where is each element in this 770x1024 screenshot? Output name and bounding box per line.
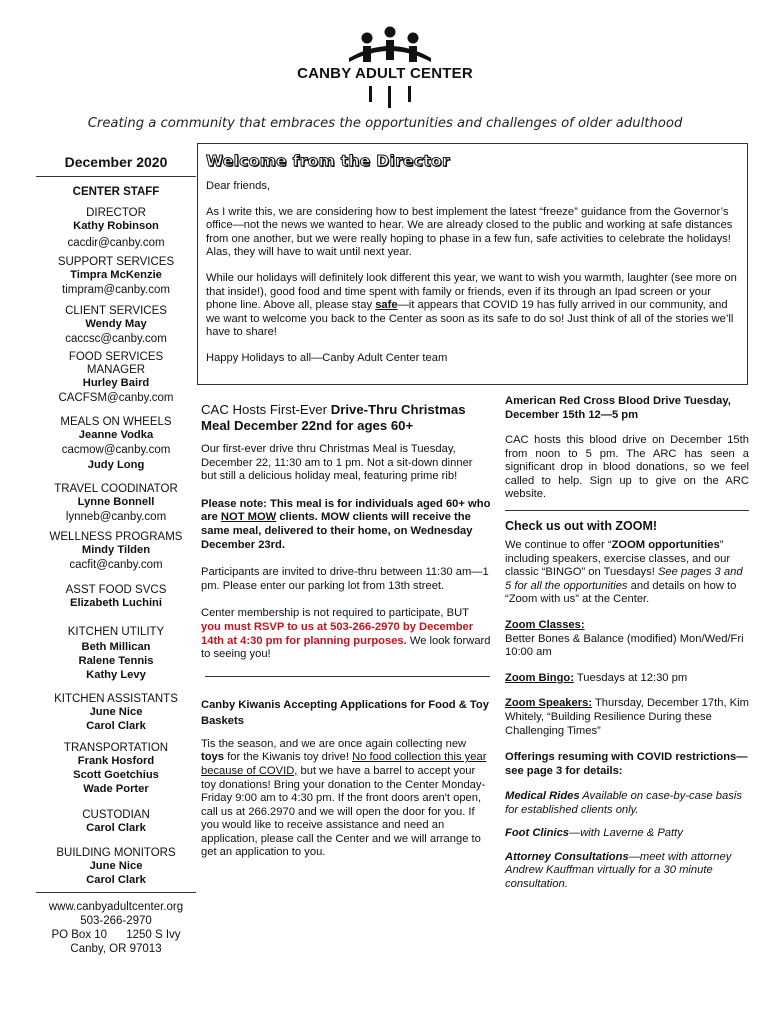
middle-column [201, 402, 491, 874]
zoom-bingo: Zoom Bingo: Tuesdays at 12:30 pm [505, 671, 688, 684]
zoom-section [505, 510, 749, 892]
zoom-classes: Zoom Classes: Better Bones & Balance (modified) Mon/Wed/Fri 10:00 am [505, 618, 744, 659]
meal-para-3: Participants are invited to drive-thru between 11:30 am—1 pm. Please enter our parking lot from 13th street. [201, 566, 489, 592]
director-signoff: Happy Holidays to all—Canby Adult Center team [206, 351, 448, 364]
blood-drive-text: CAC hosts this blood drive on December 15th from noon to 5 pm. The ARC has seen a significant drop in blood donations, so we feel called to help. Sign up to give on the ARC website. [505, 434, 749, 501]
phone-number: 503-266-2970 [80, 915, 152, 927]
contact-info [36, 900, 196, 956]
staff-director: DIRECTOR Kathy Robinson cacdir@canby.com [67, 207, 165, 249]
staff-asst-food: ASST FOOD SVCS Elizabeth Luchini [65, 584, 167, 609]
director-heading: Welcome from the Director [206, 152, 450, 170]
blood-drive-heading: American Red Cross Blood Drive Tuesday, December 15th 12—5 pm [505, 395, 731, 421]
medical-rides: Medical Rides Available on case-by-case basis for established clients only. [505, 790, 742, 816]
logo-legs-icon [345, 86, 435, 108]
city-state-zip: Canby, OR 97013 [70, 943, 162, 955]
issue-date: December 2020 [64, 154, 168, 170]
website-link[interactable]: www.canbyadultcenter.org [48, 901, 184, 913]
staff-kitchen-assistants: KITCHEN ASSISTANTS June Nice Carol Clark [54, 693, 178, 732]
staff-wellness: WELLNESS PROGRAMS Mindy Tilden cacfit@canby.com [49, 531, 183, 571]
staff-support-services: SUPPORT SERVICES Timpra McKenzie timpram@canby.com [57, 256, 175, 296]
staff-meals-on-wheels: MEALS ON WHEELS Jeanne Vodka cacmow@canby.com Judy Long [60, 416, 172, 471]
meal-para-4: Center membership is not required to participate, BUT you must RSVP to us at 503-266-2970 by December 14th at 4:30 pm for planning purposes. We look forward to seeing you! [201, 607, 491, 661]
zoom-intro: We continue to offer “ZOOM opportunities” including speakers, exercise classes, and our classic “BINGO” on Tuesdays! See pages 3 and 5 for all the opportunities and details on how to “Zoom with us” at the Center. [505, 538, 743, 606]
column-divider [205, 676, 490, 677]
sidebar-divider [36, 176, 196, 177]
tagline: Creating a community that embraces the opportunities and challenges of older adulthood [87, 116, 683, 131]
greeting: Dear friends, [206, 180, 271, 192]
meal-para-1: Our first-ever drive thru Christmas Meal is Tuesday, December 22, 11:30 am to 1 pm. Not a sit-down dinner but still a delicious holiday meal, featuring prime rib! [201, 443, 473, 483]
foot-clinics: Foot Clinics—with Laverne & Patty [505, 827, 683, 840]
attorney-consultations: Attorney Consultations—meet with attorney Andrew Kauffman virtually for a 30 minute consultation. [505, 850, 732, 891]
covid-offerings-heading: Offerings resuming with COVID restrictions—see page 3 for details: [505, 751, 748, 778]
staff-custodian: CUSTODIAN Carol Clark [82, 809, 150, 834]
staff-building-monitors: BUILDING MONITORS June Nice Carol Clark [56, 847, 176, 886]
director-para-1: As I write this, we are considering how to best implement the latest “freeze” guidance from the Governor’s office—not the news we wanted to hear. We are already closed to the public and working at safe distances from one another, but we were really hoping to phase in a few fun, safe activities to celebrate the holidays! Alas, they will have to wait until next year. [206, 205, 733, 259]
staff-kitchen-utility: KITCHEN UTILITY Beth Millican Ralene Tennis Kathy Levy [67, 626, 165, 681]
staff-food-services: FOOD SERVICES MANAGER Hurley Baird CACFSM@canby.com [58, 351, 174, 404]
staff-client-services: CLIENT SERVICES Wendy May caccsc@canby.com [65, 305, 167, 345]
director-para-2: While our holidays will definitely look different this year, we want to wish you warmth, laughter (see more on that inside!), good food and time spent with family or friends, even if its through an Ipad screen or your phone line. Above all, please stay safe—it appears that COVID 19 has fully arrived in our community, and we want to welcome you back to the Center as soon as its safe to do so! Just think of all of the stories we’ll have to share! [206, 271, 737, 339]
meal-heading: CAC Hosts First-Ever Drive-Thru Christmas Meal December 22nd for ages 60+ [201, 402, 466, 433]
staff-heading: CENTER STAFF [72, 186, 160, 198]
zoom-speakers: Zoom Speakers: Thursday, December 17th, Kim Whitely, “Building Resilience During these Challenging Times” [505, 697, 749, 737]
staff-travel: TRAVEL COODINATOR Lynne Bonnell lynneb@canby.com [54, 483, 178, 523]
staff-transportation: TRANSPORTATION Frank Hosford Scott Goetchius Wade Porter [63, 742, 169, 795]
kiwanis-text: Tis the season, and we are once again collecting new toys for the Kiwanis toy drive! No food collection this year because of COVID, but we have a barrel to accept your toy donations! Bring your donation to the Center Monday-Friday 9:00 am to 4:30 pm. If the front doors aren't open, call us at 266.2970 and we will open the door for you. If you would like to receive assistance and need an application, please call the Center and we will arrange to get an application to you. [201, 737, 487, 859]
mailing-address: PO Box 10 1250 S Ivy [51, 929, 181, 941]
staff-sidebar [36, 150, 196, 960]
zoom-heading: Check us out with ZOOM! [505, 518, 658, 533]
org-name: CANBY ADULT CENTER [297, 65, 473, 82]
sidebar-bottom-divider [36, 892, 196, 893]
director-letter [197, 143, 748, 385]
right-column [505, 394, 749, 902]
meal-note: Please note: This meal is for individuals aged 60+ who are NOT MOW clients. MOW clients will receive the same meal, delivered to their home, on Wednesday December 23rd. [201, 497, 491, 551]
kiwanis-heading: Canby Kiwanis Accepting Applications for Food & Toy Baskets [201, 698, 489, 727]
